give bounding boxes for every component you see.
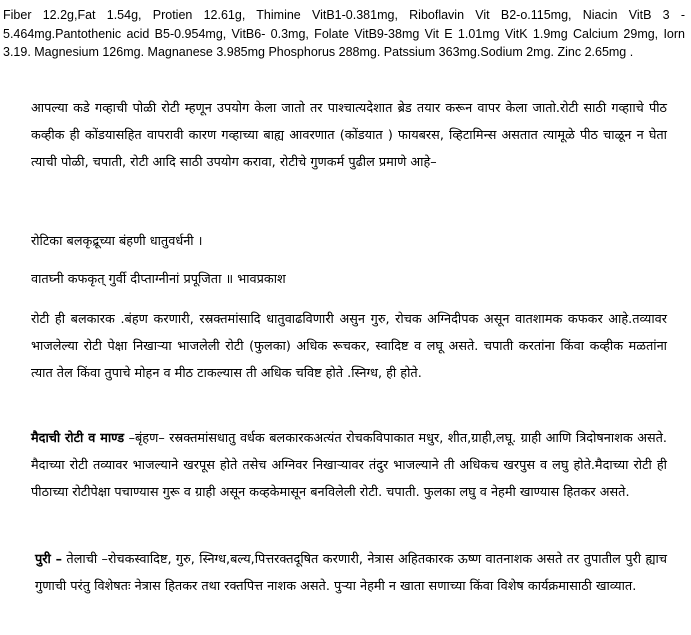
roti-paragraph [31, 307, 667, 387]
nutrition-text: Fiber 12.2g,Fat 1.54g, Protien 12.61g, Thimine VitB1-0.381mg, Riboflavin Vit B2-o.115mg, Niacin VitB 3 - 5.464mg.Pantothenic acid B5-0.954mg, VitB6- 0.3mg, Folate VitB9-38mg Vit E 1.01mg VitK 1.9mg Calcium 29mg, Iorn 3.19. Magnesium 126mg. Magnanese 3.985mg Phosphorus 288mg. Patssium 363mg.Sodium 2mg. Zinc 2.65mg . [3, 8, 685, 59]
verse-1-text: रोटिका बलकृद्रूच्या बंहणी धातुवर्धनी । [31, 234, 203, 249]
nutrition-paragraph [3, 6, 685, 62]
puri-heading: पुरी – [35, 552, 63, 567]
intro-text: आपल्या कडे गव्हाची पोळी रोटी म्हणून उपयोग केला जातो तर पाश्चात्यदेशात ब्रेड तयार करून वापर केला जातो.रोटी साठी गव्हााचे पीठ कव्हीक ही कोंडयासहित वापरावी कारण गव्हाच्या बाह्य आवरणात (कोंडयात ) फायबरस, व्हिटामिन्स असतात त्यामूळे पीठ चाळून न घेता त्याची पोळी, चपाती, रोटी आदि साठी उपयोग करावा, रोटीचे गुणकर्म पुढील प्रमाणे आहे– [31, 101, 667, 170]
maida-heading: मैदाची रोटी व माण्ड [31, 431, 125, 446]
verse-line-1 [31, 232, 667, 252]
puri-paragraph [35, 547, 667, 601]
maida-paragraph [31, 426, 667, 506]
maida-text: –बृंहण– रस्रक्तमांसधातु वर्धक बलकारकअत्यंत रोचकविपाकात मधुर, शीत,ग्राही,लघू. ग्राही आणि त्रिदोषनाशक असते. मैदाच्या रोटी तव्यावर भाजल्याने खरपूस होते तसेच अग्निवर निखाऱ्यावर तंदुर भाजल्याने ती अधिकच खरपुस व लघु होते.मैदाच्या रोटी ही पीठाच्या रोटीपेक्षा पचाण्यास गुरू व ग्राही असून कव्हकेमासून बनविलेली रोटी. चपाती. फुलका लघु व नेहमी खाण्यास हितकर असते. [31, 431, 667, 500]
puri-text: तेलाची –रोचकस्वादिष्ट, गुरु, स्निग्ध,बल्य,पित्तरक्तदूषित करणारी, नेत्रास अहितकारक ऊष्ण वातनाशक असते तर तुपातील पुरी ह्याच गुणाची परंतु विशेषतः नेत्रास हितकर तथा रक्तपित्त नाशक असते. पुऱ्या नेहमी न खाता सणाच्या किंवा विशेष कार्यक्रमासाठी खाव्यात. [35, 552, 667, 594]
intro-paragraph [31, 96, 667, 176]
verse-line-2 [31, 270, 667, 290]
verse-2-text: वातघ्नी कफकृत् गुर्वी दीप्ताग्नीनां प्रपूजिता ॥ भावप्रकाश [31, 272, 286, 287]
roti-text: रोटी ही बलकारक .बंहण करणारी, रस्रक्तमांसादि धातुवाढविणारी असुन गुरु, रोचक अग्निदीपक असून वातशामक कफकर आहे.तव्यावर भाजलेल्या रोटी पेक्षा निखाऱ्या भाजलेली रोटी (फुलका) अधिक रूचकर, स्वादिष्ट व लघू असते. चपाती करतांना किंवा कव्हीक मळतांना त्यात तेल किंवा तुपाचे मोहन व मीठ टाकल्यास ती अधिक चविष्ट होते .स्निग्ध, ही होते. [31, 312, 667, 381]
